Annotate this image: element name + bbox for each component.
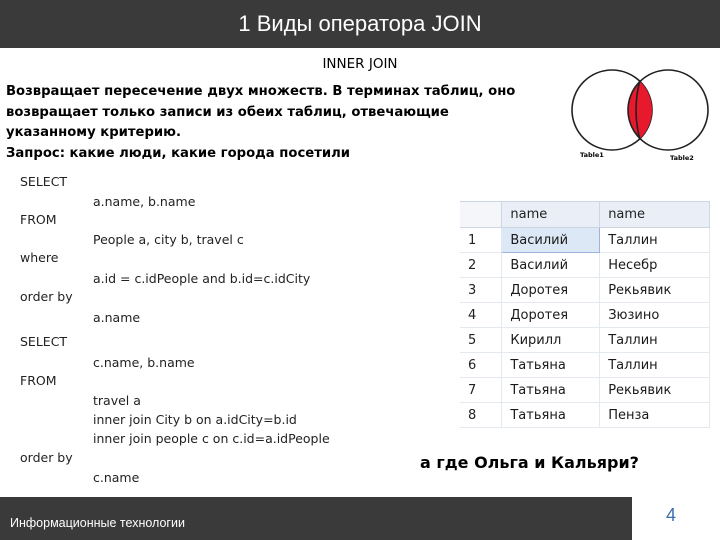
slide-title: 1 Виды оператора JOIN bbox=[238, 11, 482, 36]
sql-keyword-select: SELECT bbox=[20, 174, 68, 189]
sql-from-value bbox=[93, 230, 244, 249]
column-header-name[interactable]: name bbox=[600, 202, 710, 228]
table-row[interactable] bbox=[460, 253, 710, 278]
column-header-name[interactable]: name bbox=[502, 202, 600, 228]
table-header-row bbox=[460, 202, 710, 228]
table-cell[interactable]: Татьяна bbox=[502, 353, 600, 378]
table-row[interactable] bbox=[460, 278, 710, 303]
row-number: 6 bbox=[460, 353, 502, 378]
sql-from-value bbox=[93, 391, 330, 448]
sql-select-value bbox=[93, 353, 195, 372]
sql-keyword-order-by: order by bbox=[20, 450, 73, 465]
sql-keyword-select: SELECT bbox=[20, 334, 68, 349]
sql-line: inner join people c on c.id=a.idPeople bbox=[93, 431, 330, 446]
table-cell[interactable]: Татьяна bbox=[502, 378, 600, 403]
sql-keyword-where: where bbox=[20, 250, 59, 265]
footer-bar bbox=[0, 497, 632, 540]
description-line: Возвращает пересечение двух множеств. В терминах таблиц, оно bbox=[6, 84, 516, 99]
table-cell[interactable]: Пенза bbox=[600, 403, 710, 428]
sql-line: inner join City b on a.idCity=b.id bbox=[93, 412, 297, 427]
table-cell[interactable]: Таллин bbox=[600, 328, 710, 353]
table-cell[interactable]: Доротея bbox=[502, 278, 600, 303]
query-result-table bbox=[460, 201, 710, 428]
slide-subtitle: INNER JOIN bbox=[322, 56, 398, 72]
table-cell[interactable]: Рекьявик bbox=[600, 378, 710, 403]
row-number: 8 bbox=[460, 403, 502, 428]
venn-diagram bbox=[562, 64, 718, 170]
question-text: а где Ольга и Кальяри? bbox=[420, 453, 639, 472]
sql-order-value bbox=[93, 468, 139, 487]
slide-title-bar bbox=[0, 0, 720, 48]
description-line: указанному критерию. bbox=[6, 125, 181, 140]
description-line: Запрос: какие люди, какие города посетили bbox=[6, 145, 350, 161]
table-cell[interactable]: Василий bbox=[502, 228, 600, 253]
table-cell[interactable]: Рекьявик bbox=[600, 278, 710, 303]
description-line: возвращает только записи из обеих таблиц, отвечающие bbox=[6, 104, 449, 120]
sql-line: a.id = c.idPeople and b.id=c.idCity bbox=[93, 271, 311, 286]
table-cell[interactable]: Василий bbox=[502, 253, 600, 278]
table-row[interactable] bbox=[460, 353, 710, 378]
sql-where-value bbox=[93, 269, 310, 288]
sql-select-value bbox=[93, 192, 195, 211]
sql-keyword-order-by: order by bbox=[20, 289, 73, 304]
table-cell[interactable]: Доротея bbox=[502, 303, 600, 328]
venn-left-label: Table1 bbox=[580, 151, 604, 159]
row-number: 3 bbox=[460, 278, 502, 303]
footer-text: Информационные технологии bbox=[10, 515, 185, 530]
sql-line: c.name bbox=[93, 470, 140, 485]
table-cell[interactable]: Несебр bbox=[600, 253, 710, 278]
table-row[interactable] bbox=[460, 228, 710, 253]
row-number: 5 bbox=[460, 328, 502, 353]
row-number: 7 bbox=[460, 378, 502, 403]
description-block bbox=[6, 82, 546, 164]
table-cell[interactable]: Зюзино bbox=[600, 303, 710, 328]
sql-line: travel a bbox=[93, 393, 141, 408]
table-cell[interactable]: Таллин bbox=[600, 353, 710, 378]
sql-line: People a, city b, travel c bbox=[93, 232, 244, 247]
sql-keyword-from: FROM bbox=[20, 212, 57, 227]
table-row[interactable] bbox=[460, 328, 710, 353]
table-cell[interactable]: Татьяна bbox=[502, 403, 600, 428]
table-cell[interactable]: Таллин bbox=[600, 228, 710, 253]
row-number: 1 bbox=[460, 228, 502, 253]
table-row[interactable] bbox=[460, 303, 710, 328]
row-number-header bbox=[460, 202, 502, 228]
table-row[interactable] bbox=[460, 403, 710, 428]
sql-keyword-from: FROM bbox=[20, 373, 57, 388]
table-cell[interactable]: Кирилл bbox=[502, 328, 600, 353]
sql-line: a.name, b.name bbox=[93, 194, 196, 209]
sql-line: c.name, b.name bbox=[93, 355, 195, 370]
row-number: 4 bbox=[460, 303, 502, 328]
table-row[interactable] bbox=[460, 378, 710, 403]
row-number: 2 bbox=[460, 253, 502, 278]
sql-line: a.name bbox=[93, 310, 141, 325]
page-number: 4 bbox=[665, 505, 676, 525]
venn-right-label: Table2 bbox=[670, 154, 694, 162]
sql-order-value bbox=[93, 308, 140, 327]
